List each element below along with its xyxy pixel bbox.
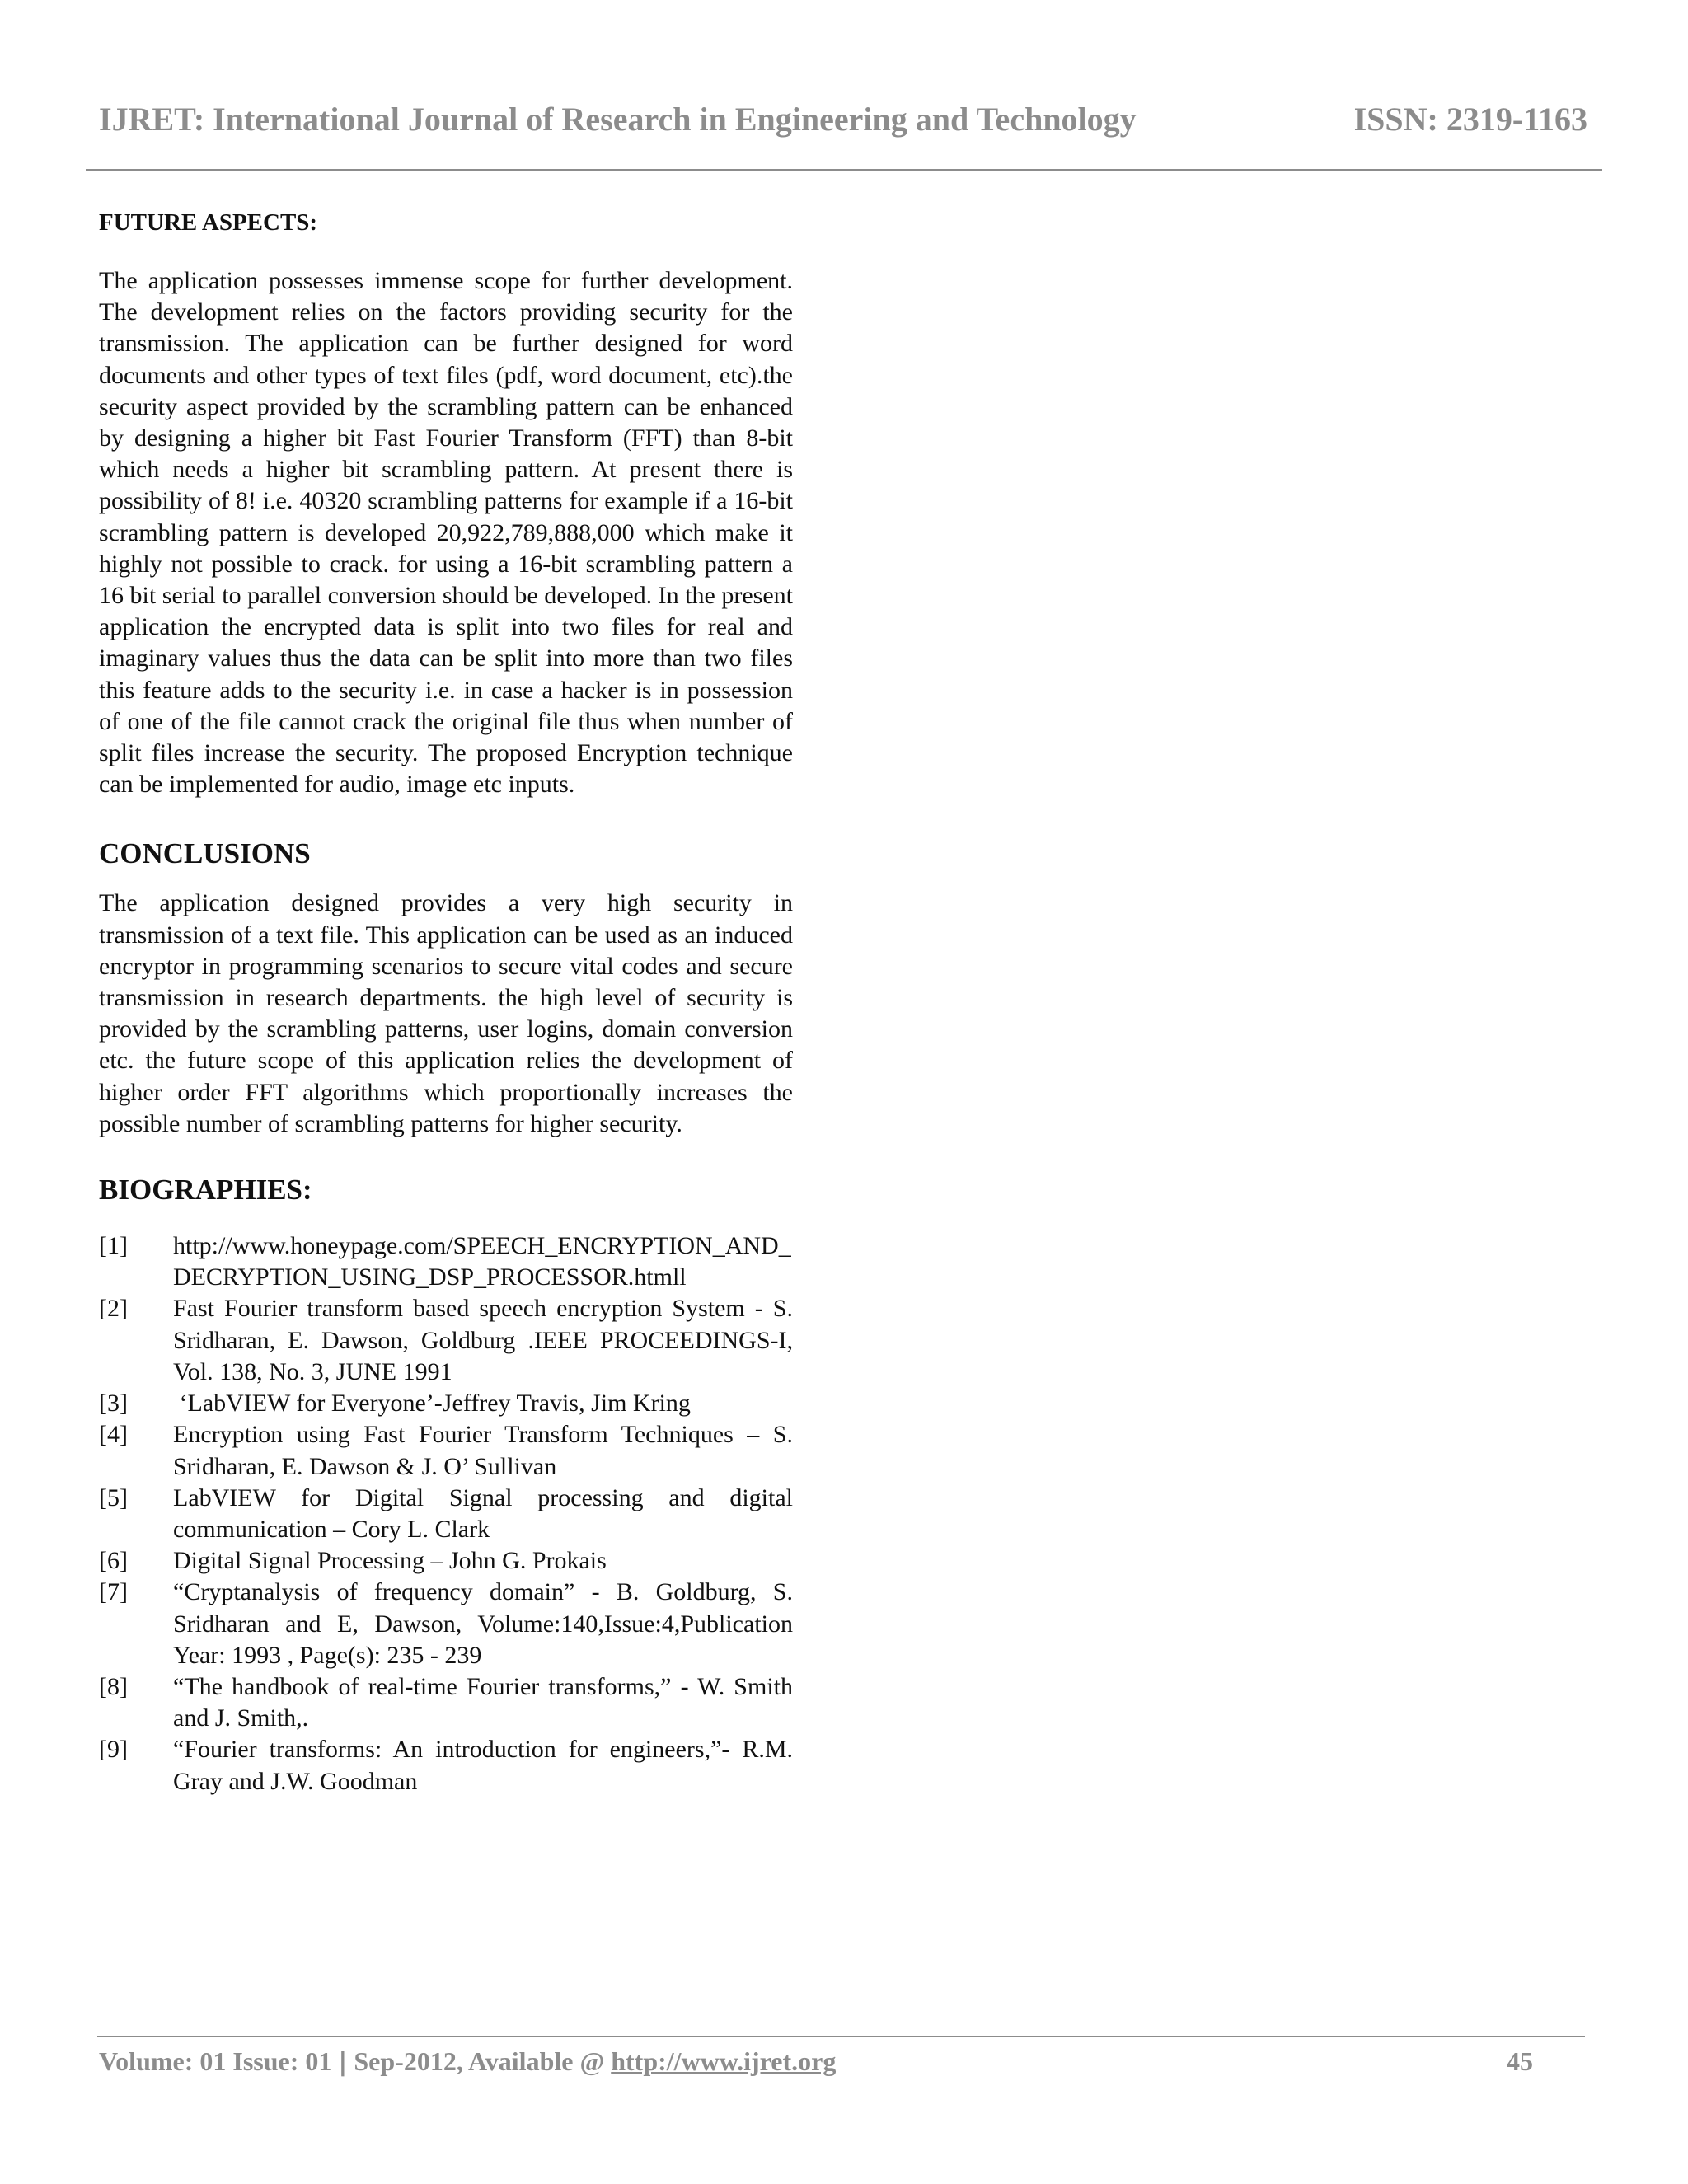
issn-label: ISSN: 2319-1163 — [1353, 101, 1587, 138]
reference-text: http://www.honeypage.com/SPEECH_ENCRYPTION_AND_DECRYPTION_USING_DSP_PROCESSOR.htmll — [173, 1232, 791, 1291]
reference-item — [99, 1230, 793, 1293]
text-column — [99, 206, 793, 1811]
reference-item — [99, 1671, 793, 1734]
reference-number: [8] — [99, 1672, 128, 1700]
footer-separator: | — [338, 2048, 348, 2077]
reference-text: Encryption using Fast Fourier Transform Techniques – S. Sridharan, E. Dawson & J. O’ Sullivan — [173, 1421, 793, 1480]
reference-text: Digital Signal Processing – John G. Prokais — [173, 1547, 607, 1575]
footer-citation — [99, 2041, 836, 2083]
reference-number: [6] — [99, 1547, 128, 1575]
footer-volume: Volume: 01 Issue: 01 — [99, 2046, 332, 2076]
reference-item — [99, 1483, 793, 1545]
reference-text: ‘LabVIEW for Everyone’-Jeffrey Travis, Jim Kring — [173, 1390, 691, 1418]
reference-number: [4] — [99, 1421, 128, 1449]
biographies-heading: BIOGRAPHIES: — [99, 1174, 312, 1207]
reference-item — [99, 1545, 793, 1577]
reference-number: [5] — [99, 1483, 128, 1511]
reference-item — [99, 1293, 793, 1388]
reference-text: Fast Fourier transform based speech encryption System - S. Sridharan, E. Dawson, Goldburg .IEEE PROCEEDINGS-I, Vol. 138, No. 3, JUNE 1991 — [173, 1295, 793, 1385]
reference-number: [3] — [99, 1390, 128, 1418]
page-footer — [99, 2041, 1533, 2082]
reference-text: LabVIEW for Digital Signal processing and digital communication – Cory L. Clark — [173, 1483, 793, 1543]
reference-number: [9] — [99, 1736, 128, 1764]
conclusions-heading: CONCLUSIONS — [99, 837, 311, 870]
reference-number: [1] — [99, 1232, 128, 1260]
page-number: 45 — [1507, 2046, 1533, 2076]
footer-divider — [97, 2036, 1585, 2037]
reference-text: “The handbook of real-time Fourier transforms,” - W. Smith and J. Smith,. — [173, 1672, 793, 1732]
reference-text: “Fourier transforms: An introduction for engineers,”- R.M. Gray and J.W. Goodman — [173, 1736, 793, 1795]
reference-text: “Cryptanalysis of frequency domain” - B. Goldburg, S. Sridharan and E, Dawson, Volume:140,Issue:4,Publication Year: 1993 , Page(s): 235 - 239 — [173, 1578, 793, 1669]
footer-date: Sep-2012, Available @ — [354, 2046, 612, 2076]
header-divider — [86, 169, 1602, 171]
reference-item — [99, 1388, 793, 1419]
reference-item — [99, 1577, 793, 1671]
reference-item — [99, 1734, 793, 1797]
journal-title: IJRET: International Journal of Research in Engineering and Technology — [99, 101, 1137, 138]
future-aspects-heading: FUTURE ASPECTS: — [99, 209, 318, 236]
reference-item — [99, 1419, 793, 1482]
reference-number: [7] — [99, 1578, 128, 1606]
conclusions-paragraph: The application designed provides a very high security in transmission of a text file. This application can be used as an induced encryptor in programming scenarios to secure vital codes and secure transmission in research departments. the high level of security is provided by the scrambling patterns, user logins, domain conversion etc. the future scope of this application relies the development of higher order FFT algorithms which proportionally increases the possible number of scrambling patterns for higher security. — [99, 889, 793, 1137]
future-aspects-paragraph: The application possesses immense scope for further development. The development relies on the factors providing security for the transmission. The application can be further designed for word documents and other types of text files (pdf, word document, etc).the security aspect provided by the scrambling pattern can be enhanced by designing a higher bit Fast Fourier Transform (FFT) than 8-bit which needs a higher bit scrambling pattern. At present there is possibility of 8! i.e. 40320 scrambling patterns for example if a 16-bit scrambling pattern is developed 20,922,789,888,000 which make it highly not possible to crack. for using a 16-bit scrambling pattern a 16 bit serial to parallel conversion should be developed. In the present application the encrypted data is split into two files for real and imaginary values thus the data can be split into more than two files this feature adds to the security i.e. in case a hacker is in possession of one of the file cannot crack the original file thus when number of split files increase the security. The proposed Encryption technique can be implemented for audio, image etc inputs. — [99, 267, 793, 799]
page-header — [99, 99, 1587, 140]
reference-list — [99, 1230, 793, 1797]
reference-number: [2] — [99, 1295, 128, 1323]
journal-website-link[interactable]: http://www.ijret.org — [611, 2046, 837, 2076]
